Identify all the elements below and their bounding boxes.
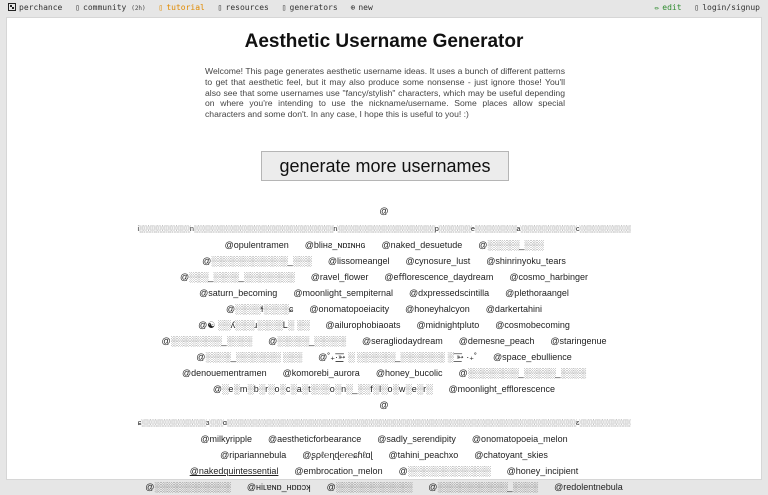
nav-tutorial[interactable] [158,0,204,16]
username-item[interactable]: @ʜiʟɐɴɒ_ʜɒɒɔʞ [246,482,311,492]
edit-icon: ✏ [654,3,660,12]
username-row [7,463,761,479]
nav-label: perchance [19,3,63,12]
username-item[interactable]: @░e░m░b░r░o░c░a░t░░░o░n░_░░f░l░o░w░e░r░ [212,384,433,394]
nav-label: edit [662,3,682,12]
username-item[interactable]: @░░░░░░░░░░░░ [145,482,231,492]
username-item[interactable]: @moonlight_sempiternal [293,288,393,298]
username-item[interactable]: @shinrinyoku_tears [486,256,566,266]
username-item[interactable]: @tahini_peachxo [388,450,459,460]
username-item[interactable]: @onomatopoeia_melon [471,434,568,444]
username-item[interactable]: @saturn_becoming [199,288,278,298]
username-item[interactable]: @eﬀlorescence_daydream [384,272,494,282]
username-item[interactable]: @░░░░ɬ░░░░ɕ [226,304,294,314]
username-item[interactable]: @moonlight_efflorescence [448,384,556,394]
username-item[interactable]: @chatoyant_skies [474,450,548,460]
username-row [7,301,761,317]
username-item[interactable]: @☯ ░░ʎ░░░ɹ░░░░L░ ░░ [198,320,310,330]
username-item[interactable]: @dxpressedscintilla [409,288,490,298]
username-row [7,237,761,253]
username-item[interactable]: @onomatopoeiacity [309,304,390,314]
nav-label: login/signup [702,3,760,12]
community-icon: ▯ [75,3,81,12]
username-item[interactable]: @embrocation_melon [294,466,383,476]
username-item[interactable]: @˚₊·͟͟͟͟͟͞͞➳ ░ ░░░░░░_░░░░░░░ ░ ͟͟͞➳ ·₊˚ [318,352,478,362]
username-item[interactable]: @komorebi_aurora [282,368,360,378]
top-nav-bar [0,0,768,16]
username-item[interactable]: @bliʜƨ_ɴɒɪɴʜɢ [304,240,366,250]
username-row [7,349,761,365]
username-item[interactable]: @░░░░░░░░░░░_░░░░ [428,482,539,492]
username-row [7,413,761,431]
page-title: Aesthetic Username Generator [244,31,524,52]
username-item[interactable]: i░░░░░░░░░░░n░░░░░░░░░░░░░░░░░░░░░░░░░░░░░░n░░░░░░░░░░░░░░░░░░░░░p░░░░░░░e░░░░░░░░░a░░░░░░░░░░░░c░░░░░░░░░░░ [137,226,631,233]
username-row [7,333,761,349]
username-item[interactable]: @darkertahini [485,304,542,314]
username-row [7,317,761,333]
username-row [7,447,761,463]
username-item[interactable]: @milkyripple [200,434,253,444]
nav-perchance[interactable] [8,0,62,16]
login-icon: ▯ [694,3,700,12]
username-item[interactable]: @demesne_peach [458,336,535,346]
resources-icon: ▯ [217,3,223,12]
username-item[interactable]: @░░░░░░░░_░░░░ [161,336,253,346]
username-item[interactable]: @ [379,206,389,216]
username-item[interactable]: @denouementramen [181,368,267,378]
username-item[interactable]: @░░░░░░░░░░░░ [326,482,413,492]
intro-text: Welcome! This page generates aesthetic username ideas. It uses a bunch of different patterns to get that aesthetic feel, but it may also produce some nonsense - just ignore those! You'll also see that some usernames use "fancy/stylish" characters, which may be useful depending on where you're intending to use the nickname/username. Some places allow special characters and some don't. In any case, I hope this is useful to you! :) [205,66,565,120]
nav-generators[interactable] [282,0,338,16]
generator-card [6,17,762,492]
username-item[interactable]: @ [379,400,389,410]
username-item[interactable]: @░░░░░_░░░ [478,240,544,250]
username-item[interactable]: @ailurophobiaoats [325,320,401,330]
nav-resources[interactable] [218,0,269,16]
username-row [7,397,761,413]
username-row [7,365,761,381]
generators-icon: ▯ [281,3,287,12]
username-item[interactable]: @ravel_flower [310,272,369,282]
username-item[interactable]: @honey_bucolic [375,368,443,378]
top-nav-left [8,0,381,17]
community-count: (2h) [131,5,146,12]
username-item[interactable]: @cosmobecoming [495,320,570,330]
username-row [7,219,761,237]
nav-label: generators [289,3,338,12]
username-row [7,285,761,301]
username-row [7,381,761,397]
nav-login-signup[interactable] [694,0,760,16]
username-results [7,203,761,495]
username-item[interactable]: @lissomeangel [327,256,390,266]
username-item[interactable]: @ʂρℓ℮ɳɖ℮ɾ℮ɕɦℓɑɭ [302,450,373,460]
username-item[interactable]: @░░░░_░░░░░░░ ░░░ [196,352,303,362]
username-item[interactable]: @░░░░░░░░░░░░░ [398,466,491,476]
nav-label: tutorial [166,3,205,12]
username-item[interactable]: @sadly_serendipity [377,434,456,444]
username-item[interactable]: @plethoraangel [505,288,569,298]
new-icon: ⊕ [350,3,356,12]
top-nav-right [654,0,760,16]
username-item[interactable]: @honey_incipient [506,466,579,476]
username-row [7,479,761,495]
nav-edit[interactable] [654,0,681,16]
username-item[interactable]: @aestheticforbearance [268,434,362,444]
nav-label: new [358,3,373,12]
username-item[interactable]: @ripariannebula [220,450,287,460]
username-item[interactable]: @nakedquintessential [189,466,279,476]
username-item[interactable]: @░░░░░_░░░░░ [268,336,347,346]
nav-community[interactable] [75,0,145,17]
username-item[interactable]: @staringenue [550,336,607,346]
username-item[interactable]: @cosmo_harbinger [509,272,589,282]
username-row [7,269,761,285]
username-row [7,431,761,447]
username-item[interactable]: @opulentramen [224,240,289,250]
username-item[interactable]: @naked_desuetude [381,240,463,250]
username-item[interactable]: @cynosure_lust [405,256,471,266]
username-item[interactable]: @░░░░░░░░_░░░░░_░░░░ [458,368,587,378]
nav-label: resources [225,3,269,12]
username-item[interactable]: @░░░░░░░░░░░░_░░░ [202,256,312,266]
username-row [7,203,761,219]
username-row [7,253,761,269]
username-item[interactable]: @midnightpluto [416,320,480,330]
username-item[interactable]: ɕ░░░░░░░░░░░░░░ɜ░░░ɑ░░░░░░░░░░░░░░░░░░░░░░░░░░░░░░░░░░░░░░░░░░░░░░░░░░░░░░░░░░░░░░░░░░░░░░░░░░░ɛ░░░░░░░░░░░ [137,420,631,427]
nav-new[interactable] [351,0,373,16]
tutorial-icon: ▯ [158,3,164,12]
perchance-logo-icon [8,3,16,11]
generate-more-button[interactable]: generate more usernames [261,151,509,181]
nav-label: community [83,3,127,12]
username-item[interactable]: @space_ebullience [493,352,572,362]
username-item[interactable]: @redolentnebula [554,482,623,492]
username-item[interactable]: @honeyhalcyon [405,304,470,314]
username-item[interactable]: @░░░_░░░░_░░░░░░░░ [179,272,295,282]
username-item[interactable]: @seragliodaydream [362,336,443,346]
